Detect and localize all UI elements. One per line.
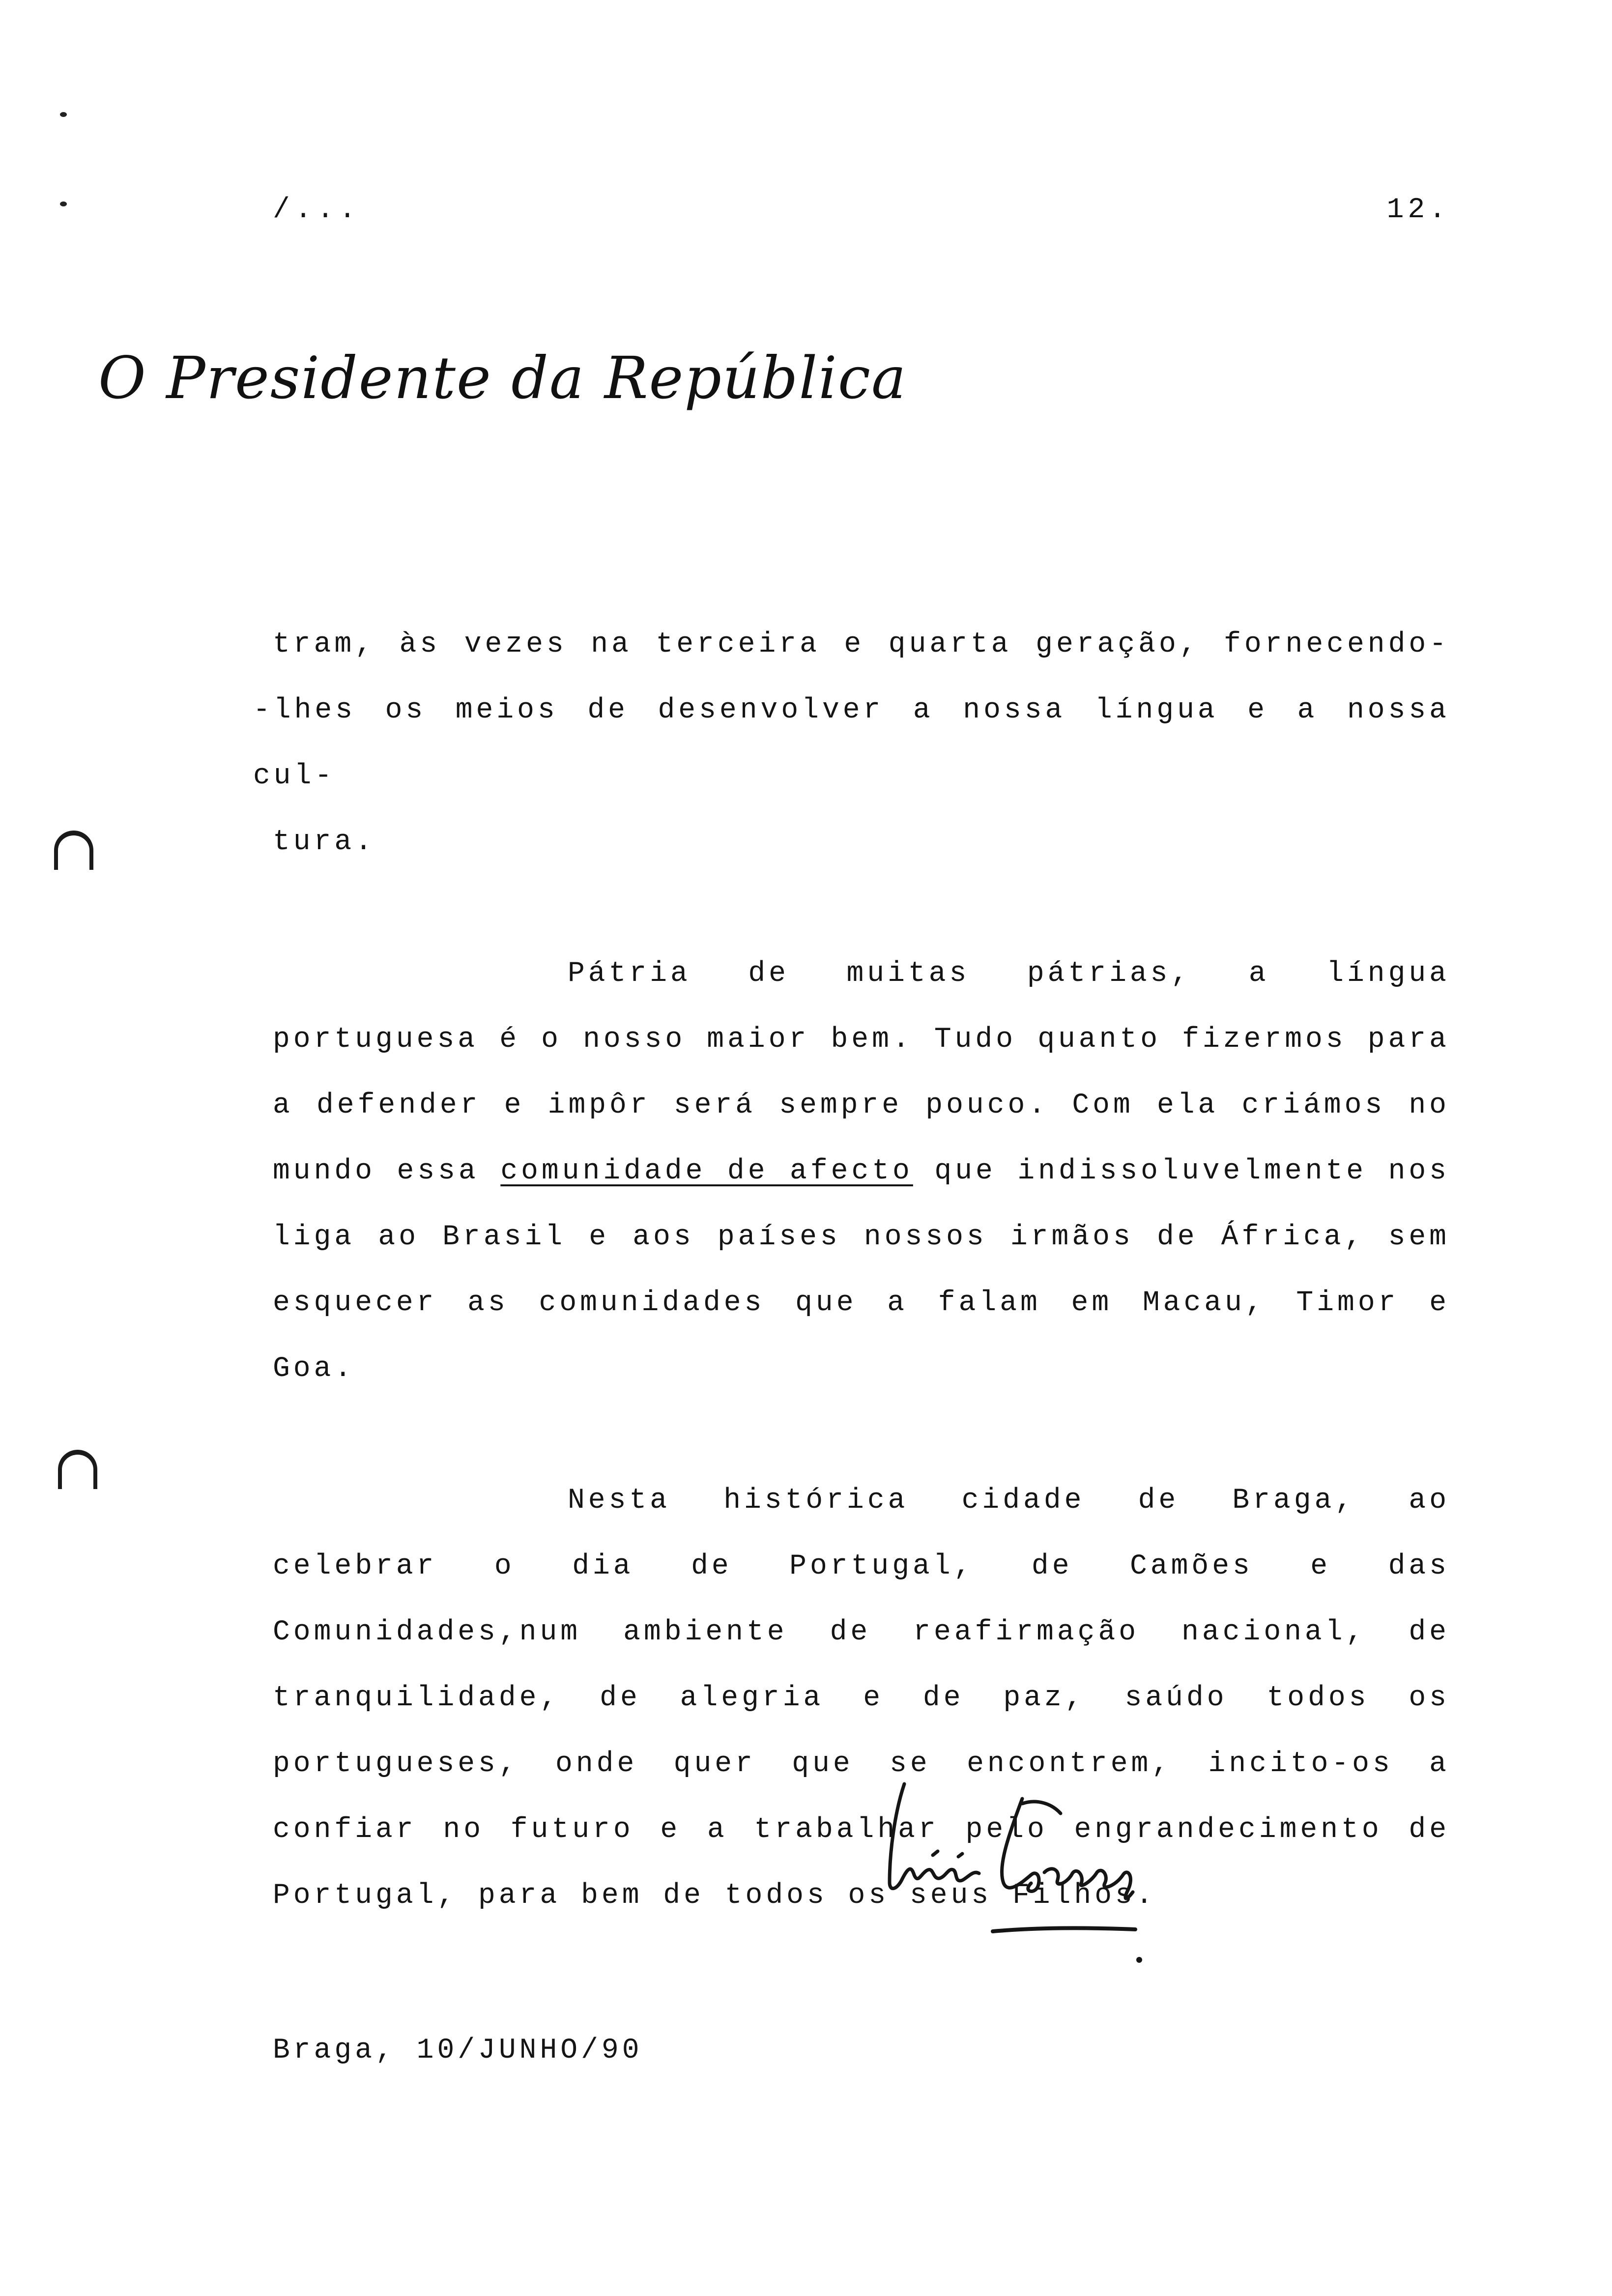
page-number: 12. — [1386, 194, 1450, 226]
paragraph-continuation — [253, 612, 1450, 875]
margin-mark — [60, 112, 67, 117]
signature-dot — [1136, 1957, 1142, 1963]
underlined-phrase: comunidade de afecto — [500, 1155, 913, 1187]
text-line: tura. — [273, 826, 376, 858]
text-line: tram, às vezes na terceira e quarta geração, fornecendo- — [273, 629, 1450, 660]
paragraph-braga: Nesta histórica cidade de Braga, ao celebrar o dia de Portugal, de Camões e das Comunidades,num ambiente de reafirmação nacional, de tranquilidade, de alegria e de paz, saúdo todos os portugueses, onde quer que se encontrem, incito-os a confiar no futuro e a trabalhar pelo engrandecimento de Portugal, para bem de todos os seus Filhos. — [273, 1485, 1450, 1912]
punch-hole-mark — [58, 1450, 97, 1489]
place-and-date: Braga, 10/JUNHO/90 — [273, 2035, 643, 2066]
margin-mark — [60, 201, 67, 206]
paragraph-text: Pátria de muitas pátrias, a língua portuguesa é o nosso maior bem. Tudo quanto fizermos para a defender e impôr será sempre pouco. Com ela criámos no mundo essa — [273, 958, 1450, 1187]
signature — [875, 1769, 1229, 1976]
letterhead: O Presidente da República — [98, 344, 907, 412]
text-line: -lhes os meios de desenvolver a nossa língua e a nossa cul- — [253, 694, 1450, 792]
letter-body — [253, 612, 1450, 1929]
continuation-mark: /... — [273, 194, 361, 226]
paragraph-text: que indissoluvelmente nos liga ao Brasil e aos países nossos irmãos de África, sem esquecer as comunidades que a falam em Macau, Timor e Goa. — [273, 1155, 1450, 1385]
paragraph-language — [273, 941, 1450, 1402]
punch-hole-mark — [54, 831, 93, 870]
